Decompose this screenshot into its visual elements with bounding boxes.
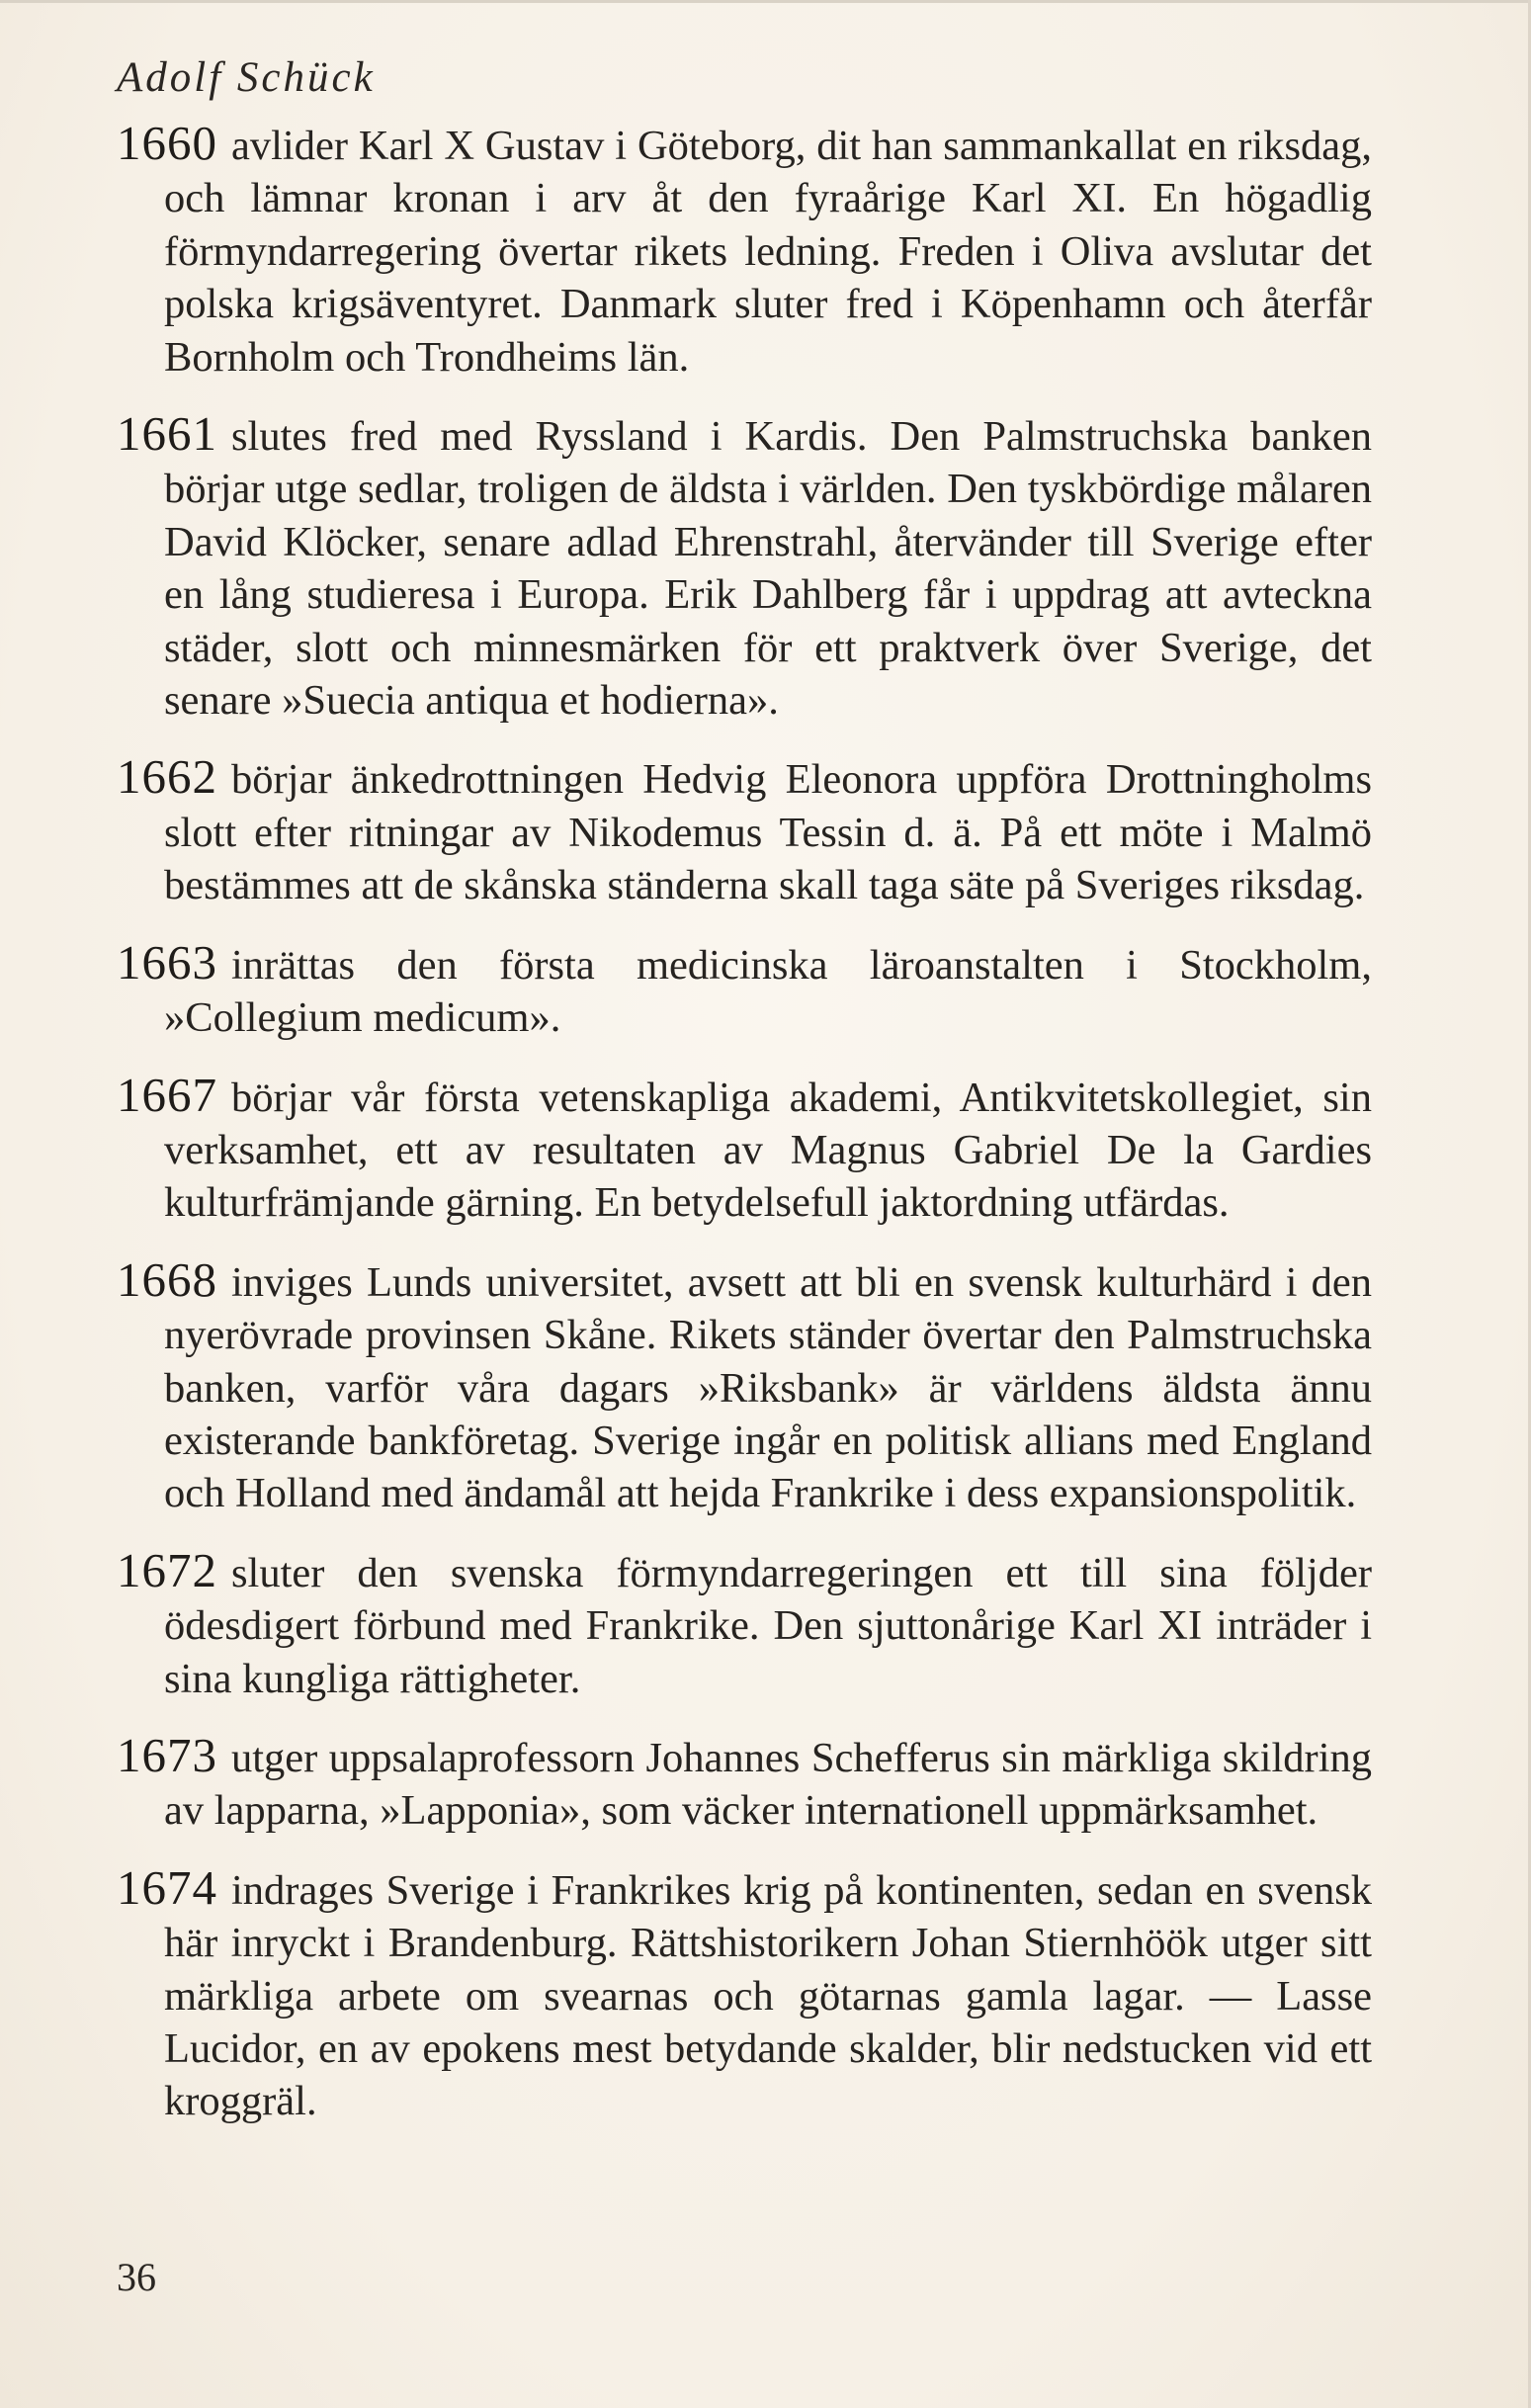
- entry-text: sluter den svenska förmyndarregeringen ett till sina följder ödesdigert förbund med Frankrike. Den sjuttonårige Karl XI inträder i sina kungliga rättigheter.: [164, 1549, 1372, 1702]
- entry-1673: [117, 1729, 1372, 1838]
- entry-text: börjar änkedrottningen Hedvig Eleonora uppföra Drottningholms slott efter ritningar av Nikodemus Tessin d. ä. På ett möte i Malmö bestämmes att de skånska ständerna skall taga säte på Sveriges riksdag.: [164, 756, 1372, 909]
- entry-text: inrättas den första medicinska läroanstalten i Stockholm, »Collegium medicum».: [164, 941, 1372, 1042]
- entry-year: 1661: [117, 406, 217, 462]
- entry-year: 1662: [117, 749, 217, 805]
- entry-year: 1673: [117, 1727, 217, 1782]
- entry-year: 1663: [117, 934, 217, 989]
- entry-year: 1667: [117, 1067, 217, 1122]
- entry-1660: [117, 117, 1372, 384]
- entry-year: 1672: [117, 1542, 217, 1597]
- entry-year: 1660: [117, 116, 217, 170]
- entry-1672: [117, 1544, 1372, 1705]
- entry-1667: [117, 1069, 1372, 1230]
- chronology-list: [117, 117, 1372, 2152]
- page-edge-top: [0, 0, 1531, 3]
- entry-year: 1668: [117, 1251, 217, 1307]
- entry-text: utger uppsalaprofessorn Johannes Schefferus sin märkliga skildring av lapparna, »Lapponia», som väcker internationell uppmärksamhet.: [164, 1734, 1372, 1835]
- running-head-author: Adolf Schück: [117, 54, 376, 101]
- entry-text: slutes fred med Ryssland i Kardis. Den Palmstruchska banken börjar utge sedlar, troligen de äldsta i världen. Den tyskbördige målaren David Klöcker, senare adlad Ehrenstrahl, återvänder till Sverige efter en lång studieresa i Europa. Erik Dahlberg får i uppdrag att avteckna städer, slott och minnesmärken för ett praktverk över Sverige, det senare »Suecia antiqua et hodierna».: [164, 413, 1372, 725]
- entry-text: indrages Sverige i Frankrikes krig på kontinenten, sedan en svensk här inryckt i Brandenburg. Rättshistorikern Johan Stiernhöök utger sitt märkliga arbete om svearnas och götarnas gamla lagar. — Lasse Lucidor, en av epokens mest betydande skalder, blir nedstucken vid ett kroggräl.: [164, 1866, 1372, 2125]
- entry-year: 1674: [117, 1859, 217, 1915]
- entry-1662: [117, 750, 1372, 911]
- entry-text: inviges Lunds universitet, avsett att bli en svensk kulturhärd i den nyerövrade provinsen Skåne. Rikets ständer övertar den Palmstruchska banken, varför våra dagars »Riksbank» är världens äldsta ännu existerande bankföretag. Sverige ingår en politisk allians med England och Holland med ändamål att hejda Frankrike i dess expansionspolitik.: [164, 1258, 1372, 1517]
- entry-1661: [117, 407, 1372, 727]
- entry-1674: [117, 1861, 1372, 2128]
- entry-text: börjar vår första vetenskapliga akademi, Antikvitetskollegiet, sin verksamhet, ett av resultaten av Magnus Gabriel De la Gardies kulturfrämjande gärning. En betydelsefull jaktordning utfärdas.: [164, 1074, 1372, 1227]
- entry-text: avlider Karl X Gustav i Göteborg, dit han sammankallat en riksdag, och lämnar kronan i arv åt den fyraårige Karl XI. En högadlig förmyndarregering övertar rikets ledning. Freden i Oliva avslutar det polska krigsäventyret. Danmark sluter fred i Köpenhamn och återfår Bornholm och Trondheims län.: [164, 123, 1372, 381]
- page-number: 36: [117, 2255, 156, 2299]
- entry-1668: [117, 1253, 1372, 1520]
- entry-1663: [117, 936, 1372, 1045]
